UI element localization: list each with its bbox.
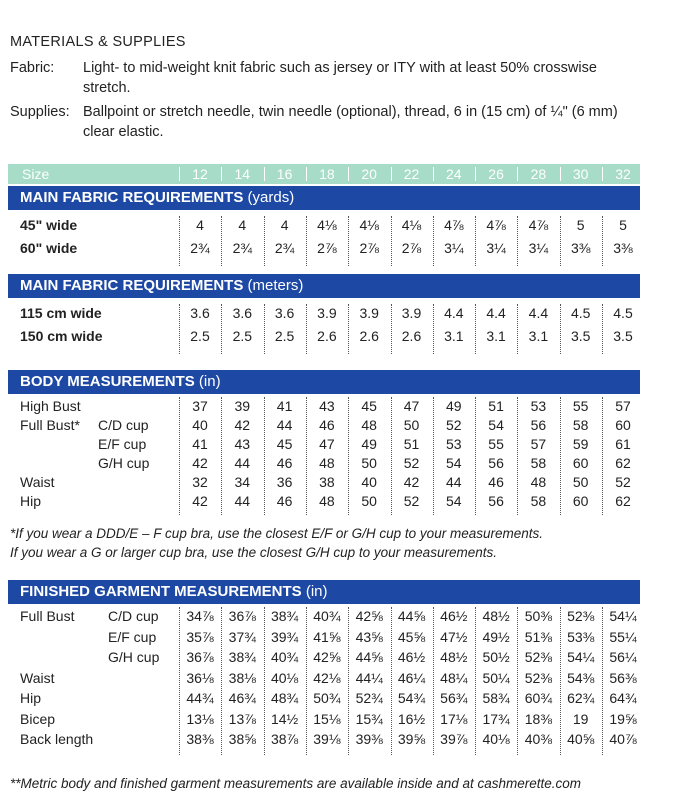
table-cell: 4⅛ — [359, 217, 379, 233]
row-label: Bicep — [20, 710, 56, 727]
table-cell: 60 — [572, 493, 589, 509]
table-cell: 62 — [615, 493, 631, 509]
table-cell: 2.5 — [232, 328, 253, 344]
row-label: Full Bust* — [20, 417, 80, 433]
body-note-1: *If you wear a DDD/E – F cup bra, use the closest E/F or G/H cup to your measurements. — [10, 526, 543, 541]
table-cell: 39⅛ — [313, 731, 341, 747]
table-cell: 38 — [319, 474, 335, 490]
finished-header — [8, 580, 640, 604]
table-cell: 15⅛ — [313, 710, 341, 727]
table-cell: 46½ — [440, 608, 468, 624]
table-cell: 3.9 — [359, 305, 379, 321]
body-title: BODY MEASUREMENTS — [20, 373, 195, 390]
table-cell: 51⅜ — [524, 628, 553, 645]
table-cell: 46 — [488, 474, 504, 490]
table-cell: 56¾ — [440, 690, 468, 706]
table-cell: 47 — [403, 398, 420, 414]
table-cell: 5 — [619, 217, 627, 233]
table-cell: 40⅛ — [482, 731, 510, 747]
table-cell: 48½ — [440, 649, 468, 665]
table-cell: 38¾ — [228, 649, 256, 665]
table-cell: 3.6 — [232, 305, 253, 321]
table-cell: 44¾ — [186, 690, 214, 706]
table-cell: 56⅜ — [609, 669, 637, 686]
finished-unit: (in) — [305, 583, 328, 600]
table-cell: 57 — [615, 398, 631, 414]
table-cell: 52 — [403, 455, 420, 471]
table-cell: 50⅜ — [524, 608, 553, 624]
table-cell: 52⅜ — [524, 649, 553, 665]
table-cell: 47 — [319, 436, 335, 452]
table-cell: 42 — [192, 455, 208, 471]
table-cell: 51 — [488, 398, 504, 414]
table-cell: 3¼ — [486, 240, 506, 256]
table-cell: 41 — [192, 436, 208, 452]
finished-title: FINISHED GARMENT MEASUREMENTS — [20, 583, 302, 600]
table-cell: 2.6 — [401, 328, 422, 344]
table-cell: 3.5 — [613, 328, 633, 344]
table-cell: 48¾ — [270, 690, 299, 706]
row-sublabel: G/H cup — [98, 455, 150, 471]
row-label: Hip — [20, 690, 42, 706]
main-meters-header — [8, 274, 640, 298]
table-cell: 3.1 — [444, 328, 464, 344]
table-cell: 3¼ — [444, 240, 464, 256]
size-20: 20 — [361, 166, 377, 182]
table-cell: 3¼ — [528, 240, 549, 256]
table-cell: 53 — [446, 436, 462, 452]
size-22: 22 — [403, 166, 420, 182]
table-cell: 15¾ — [355, 710, 383, 727]
table-cell: 54⅜ — [567, 669, 595, 686]
table-cell: 2.6 — [359, 328, 379, 344]
table-cell: 4.4 — [444, 305, 464, 321]
table-cell: 43⅝ — [355, 628, 383, 645]
table-cell: 44⅝ — [397, 608, 426, 624]
row-label: High Bust — [20, 398, 81, 414]
table-cell: 44 — [234, 493, 251, 509]
table-cell: 61 — [615, 436, 631, 452]
table-cell: 32 — [192, 474, 208, 490]
table-cell: 42⅝ — [355, 608, 383, 624]
table-cell: 36⅛ — [186, 669, 214, 686]
table-cell: 54 — [446, 455, 462, 471]
table-cell: 55 — [488, 436, 504, 452]
table-cell: 2⅞ — [359, 240, 379, 256]
table-cell: 51 — [403, 436, 420, 452]
table-cell: 2⅞ — [317, 240, 337, 256]
table-cell: 49½ — [482, 628, 510, 645]
table-cell: 52¾ — [355, 690, 383, 706]
table-cell: 2⅞ — [401, 240, 422, 256]
table-cell: 34 — [234, 474, 251, 490]
table-cell: 46¼ — [397, 669, 426, 686]
supplies-text: Ballpoint or stretch needle, twin needle (optional), thread, 6 in (15 cm) of ¼" (6 mm) clear elastic. — [83, 104, 618, 140]
table-cell: 34⅞ — [186, 608, 214, 624]
table-cell: 3⅜ — [570, 240, 591, 256]
table-cell: 4⅞ — [528, 217, 549, 233]
table-cell: 56 — [530, 417, 547, 433]
table-cell: 40 — [361, 474, 377, 490]
table-cell: 59 — [572, 436, 589, 452]
table-cell: 41⅝ — [313, 628, 341, 645]
table-cell: 38¾ — [270, 608, 299, 624]
table-cell: 52⅜ — [567, 608, 595, 624]
table-cell: 14½ — [270, 710, 299, 727]
table-cell: 36⅞ — [228, 608, 256, 624]
table-cell: 49 — [446, 398, 462, 414]
supplies-label: Supplies: — [10, 104, 70, 120]
table-cell: 48 — [530, 474, 547, 490]
table-cell: 39 — [234, 398, 251, 414]
table-cell: 62 — [615, 455, 631, 471]
table-cell: 50 — [403, 417, 420, 433]
table-cell: 54¾ — [397, 690, 426, 706]
table-cell: 50 — [361, 455, 377, 471]
table-cell: 40 — [192, 417, 208, 433]
table-cell: 42⅛ — [313, 669, 341, 686]
row-label: Hip — [20, 493, 42, 509]
table-cell: 45 — [276, 436, 293, 452]
table-cell: 54¼ — [609, 608, 637, 624]
table-cell: 58¾ — [482, 690, 510, 706]
table-cell: 13⅛ — [186, 710, 214, 727]
footnote: **Metric body and finished garment measurements are available inside and at cashmerette.com — [10, 776, 582, 791]
row-label: Full Bust — [20, 608, 75, 624]
table-cell: 44 — [446, 474, 462, 490]
body-note-2: If you wear a G or larger cup bra, use the closest G/H cup to your measurements. — [10, 545, 497, 560]
table-cell: 3.6 — [190, 305, 210, 321]
table-cell: 19⅝ — [609, 710, 637, 727]
table-cell: 46 — [319, 417, 335, 433]
row-label: Waist — [20, 474, 55, 490]
row-label: Waist — [20, 669, 55, 686]
table-cell: 35⅞ — [186, 628, 214, 645]
row-sublabel: E/F cup — [98, 436, 147, 452]
table-cell: 42 — [403, 474, 420, 490]
table-cell: 54¼ — [567, 649, 595, 665]
table-cell: 58 — [530, 493, 547, 509]
main-yards-title: MAIN FABRIC REQUIREMENTS — [20, 189, 244, 206]
table-cell: 17¾ — [482, 710, 510, 727]
table-cell: 40¾ — [270, 649, 299, 665]
table-cell: 4⅞ — [486, 217, 506, 233]
table-cell: 4⅞ — [444, 217, 464, 233]
table-cell: 60 — [572, 455, 589, 471]
row-sublabel: C/D cup — [98, 417, 149, 433]
table-cell: 60¾ — [524, 690, 553, 706]
table-cell: 48 — [319, 455, 335, 471]
table-cell: 52 — [403, 493, 420, 509]
table-cell: 19 — [572, 710, 589, 727]
table-cell: 39⅞ — [440, 731, 468, 747]
body-header — [8, 370, 640, 394]
table-cell: 42 — [192, 493, 208, 509]
row-label: 60" wide — [20, 240, 78, 256]
table-cell: 52 — [615, 474, 631, 490]
table-cell: 38⅞ — [270, 731, 299, 747]
size-30: 30 — [572, 166, 589, 182]
table-cell: 37 — [192, 398, 208, 414]
table-cell: 49 — [361, 436, 377, 452]
table-cell: 40⅞ — [609, 731, 637, 747]
row-sublabel: C/D cup — [108, 608, 159, 624]
table-cell: 46¾ — [228, 690, 256, 706]
table-cell: 55 — [572, 398, 589, 414]
row-label: 150 cm wide — [20, 328, 103, 344]
size-label: Size — [22, 166, 50, 182]
table-cell: 45 — [361, 398, 377, 414]
table-cell: 44 — [234, 455, 251, 471]
table-cell: 44⅝ — [355, 649, 383, 665]
table-cell: 39⅝ — [397, 731, 426, 747]
table-cell: 50 — [361, 493, 377, 509]
table-cell: 37¾ — [228, 628, 256, 645]
row-sublabel: G/H cup — [108, 649, 160, 665]
table-cell: 17⅛ — [440, 710, 468, 727]
table-cell: 18⅜ — [524, 710, 553, 727]
table-cell: 40¾ — [313, 608, 341, 624]
main-meters-unit: (meters) — [247, 277, 304, 294]
table-cell: 50¾ — [313, 690, 341, 706]
table-cell: 4 — [196, 217, 204, 233]
table-cell: 54 — [488, 417, 504, 433]
table-cell: 56¼ — [609, 649, 637, 665]
table-cell: 44¼ — [355, 669, 383, 686]
table-cell: 2¾ — [274, 240, 295, 256]
size-26: 26 — [488, 166, 504, 182]
body-unit: (in) — [198, 373, 221, 390]
table-cell: 57 — [530, 436, 547, 452]
main-yards-unit: (yards) — [247, 189, 295, 206]
row-label: 115 cm wide — [20, 305, 102, 321]
table-cell: 40⅛ — [270, 669, 299, 686]
size-14: 14 — [234, 166, 251, 182]
table-cell: 46 — [276, 455, 293, 471]
table-cell: 42 — [234, 417, 251, 433]
table-cell: 43 — [319, 398, 335, 414]
table-cell: 3.1 — [528, 328, 549, 344]
main-yards-header — [8, 186, 640, 210]
table-cell: 50¼ — [482, 669, 510, 686]
table-cell: 4.5 — [570, 305, 591, 321]
table-cell: 48½ — [482, 608, 510, 624]
fabric-text: Light- to mid-weight knit fabric such as jersey or ITY with at least 50% crosswise stretch. — [83, 60, 597, 96]
table-cell: 13⅞ — [228, 710, 256, 727]
table-cell: 48¼ — [440, 669, 468, 686]
row-label: Back length — [20, 731, 94, 747]
table-cell: 60 — [615, 417, 631, 433]
table-cell: 38⅝ — [228, 731, 256, 747]
table-cell: 38⅜ — [186, 731, 214, 747]
table-cell: 55¼ — [609, 628, 637, 645]
table-cell: 52⅜ — [524, 669, 553, 686]
table-cell: 41 — [276, 398, 293, 414]
table-cell: 2.6 — [317, 328, 337, 344]
table-cell: 3.6 — [274, 305, 295, 321]
table-cell: 45⅝ — [397, 628, 426, 645]
table-cell: 52 — [446, 417, 462, 433]
table-cell: 58 — [530, 455, 547, 471]
table-cell: 56 — [488, 493, 504, 509]
table-cell: 36 — [276, 474, 293, 490]
table-cell: 39¾ — [270, 628, 299, 645]
table-cell: 47½ — [440, 628, 468, 645]
table-cell: 4⅛ — [317, 217, 337, 233]
table-cell: 53⅜ — [567, 628, 595, 645]
table-cell: 3.1 — [486, 328, 506, 344]
table-cell: 3.9 — [401, 305, 422, 321]
table-cell: 4⅛ — [401, 217, 422, 233]
table-cell: 2¾ — [232, 240, 253, 256]
table-cell: 54 — [446, 493, 462, 509]
table-cell: 2.5 — [190, 328, 210, 344]
table-cell: 48 — [361, 417, 377, 433]
main-meters-title: MAIN FABRIC REQUIREMENTS — [20, 277, 244, 294]
table-cell: 43 — [234, 436, 251, 452]
table-cell: 16½ — [397, 710, 426, 727]
table-cell: 4.5 — [613, 305, 633, 321]
size-12: 12 — [192, 166, 208, 182]
table-cell: 58 — [572, 417, 589, 433]
row-sublabel: E/F cup — [108, 628, 157, 645]
size-16: 16 — [276, 166, 293, 182]
table-cell: 36⅞ — [186, 649, 214, 665]
table-cell: 3⅜ — [613, 240, 633, 256]
table-cell: 50 — [572, 474, 589, 490]
table-cell: 50½ — [482, 649, 510, 665]
table-cell: 46½ — [397, 649, 426, 665]
table-cell: 46 — [276, 493, 293, 509]
table-cell: 4 — [238, 217, 247, 233]
size-28: 28 — [530, 166, 547, 182]
table-cell: 40⅜ — [524, 731, 553, 747]
table-cell: 48 — [319, 493, 335, 509]
table-cell: 4.4 — [486, 305, 506, 321]
table-cell: 38⅛ — [228, 669, 256, 686]
table-cell: 4.4 — [528, 305, 549, 321]
size-18: 18 — [319, 166, 335, 182]
table-cell: 42⅝ — [313, 649, 341, 665]
table-cell: 2¾ — [190, 240, 210, 256]
size-24: 24 — [446, 166, 462, 182]
fabric-label: Fabric: — [10, 60, 55, 76]
table-cell: 5 — [576, 217, 585, 233]
table-cell: 56 — [488, 455, 504, 471]
table-cell: 3.5 — [570, 328, 591, 344]
table-cell: 53 — [530, 398, 547, 414]
table-cell: 62¾ — [567, 690, 595, 706]
table-cell: 44 — [276, 417, 293, 433]
materials-title: MATERIALS & SUPPLIES — [10, 34, 186, 50]
size-32: 32 — [615, 166, 631, 182]
table-cell: 64¾ — [609, 690, 637, 706]
table-cell: 4 — [280, 217, 289, 233]
table-cell: 39⅜ — [355, 731, 383, 747]
table-cell: 40⅝ — [567, 731, 595, 747]
table-cell: 3.9 — [317, 305, 337, 321]
table-cell: 2.5 — [274, 328, 295, 344]
row-label: 45" wide — [20, 217, 78, 233]
